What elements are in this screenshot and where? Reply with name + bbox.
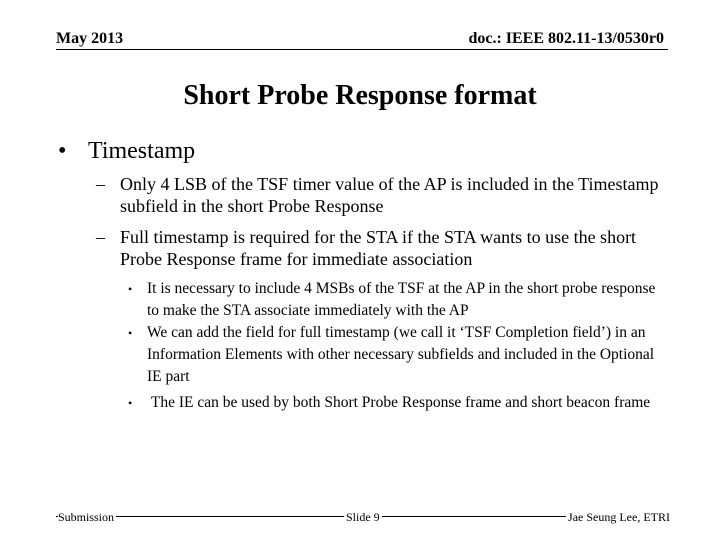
dash-icon: –: [96, 227, 105, 247]
bullet-dot-icon: •: [128, 282, 133, 296]
header-doc-id: doc.: IEEE 802.11-13/0530r0: [468, 30, 664, 47]
bullet-text: Timestamp: [88, 138, 196, 164]
subbullet-2: [96, 226, 676, 270]
footer-author: Jae Seung Lee, ETRI: [568, 510, 670, 524]
dash-icon: –: [96, 174, 105, 194]
subsubbullet-2: [128, 322, 668, 388]
footer-submission: Submission: [58, 510, 115, 524]
bullet-dot-icon: •: [128, 396, 133, 410]
subsubbullet-text: It is necessary to include 4 MSBs of the TSF at the AP in the short probe response to make the STA associate immediately with the AP: [147, 280, 656, 319]
subsubbullet-3: [128, 392, 668, 414]
subsubbullet-text: The IE can be used by both Short Probe Response frame and short beacon frame: [147, 394, 651, 411]
slide-title: Short Probe Response format: [183, 80, 537, 111]
subbullet-text: Full timestamp is required for the STA if the STA wants to use the short Probe Response frame for immediate association: [120, 227, 637, 269]
header-date: May 2013: [56, 30, 124, 47]
header-divider: [56, 49, 668, 50]
subbullet-text: Only 4 LSB of the TSF timer value of the AP is included in the Timestamp subfield in the short Probe Response: [120, 174, 659, 216]
bullet-dot-icon: •: [58, 138, 67, 164]
subsubbullet-1: [128, 278, 668, 322]
subbullet-1: [96, 173, 676, 217]
bullet-dot-icon: •: [128, 326, 133, 340]
subsubbullet-text: We can add the field for full timestamp (we call it ‘TSF Completion field’) in an Information Elements with other necessary subfields and included in the Optional IE part: [147, 324, 655, 385]
footer-slide-number: Slide 9: [346, 510, 380, 524]
